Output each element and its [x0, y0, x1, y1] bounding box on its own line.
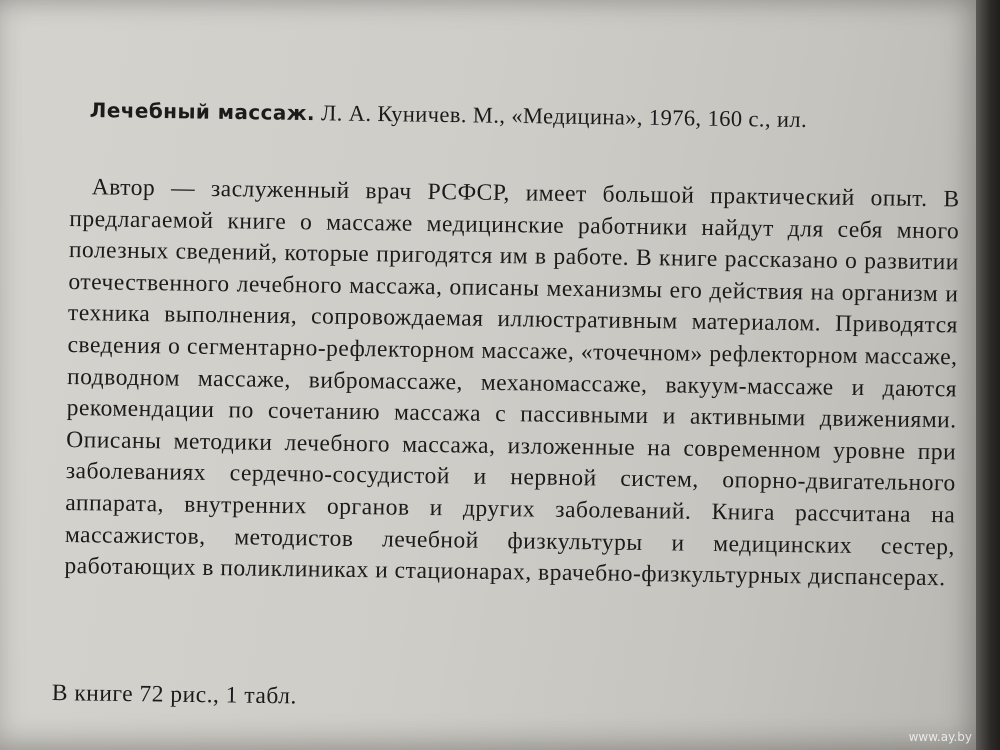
watermark: www.ay.by — [908, 730, 972, 744]
annotation-paragraph: Автор — заслуженный врач РСФСР, имеет большой практический опыт. В предлагаемой книге о массаже медицинские работники найдут для себя много полезных сведений, которые пригодятся им в работе. В книге рассказано о развитии отечественного лечебного массажа, описаны механизмы его действия на организм и техника выполнения, сопровождаемая иллюстративным материалом. Приводятся сведения о сегментарно-рефлекторном массаже, «точечном» рефлекторном массаже, подводном массаже, вибромассаже, механомассаже, вакуум-массаже и даются рекомендации по сочетанию массажа с пассивными и активными движениями. Описаны методики лечебного массажа, изложенные на современном уровне при заболеваниях сердечно-сосудистой и нервной систем, опорно-двигательного аппарата, внутренних органов и других заболеваний. Книга рассчитана на массажистов, методистов лечебной физкультуры и медицинских сестер, работающих в поликлиниках и стационарах, врачебно-физкультурных диспансерах. — [64, 174, 960, 592]
page-edge-shadow — [976, 0, 1000, 750]
annotation-block — [64, 172, 960, 595]
citation-details: Л. А. Куничев. М., «Медицина», 1976, 160 с., ил. — [320, 100, 808, 133]
book-title: Лечебный массаж. — [89, 97, 316, 126]
illustrations-note: В книге 72 рис., 1 табл. — [51, 679, 298, 710]
